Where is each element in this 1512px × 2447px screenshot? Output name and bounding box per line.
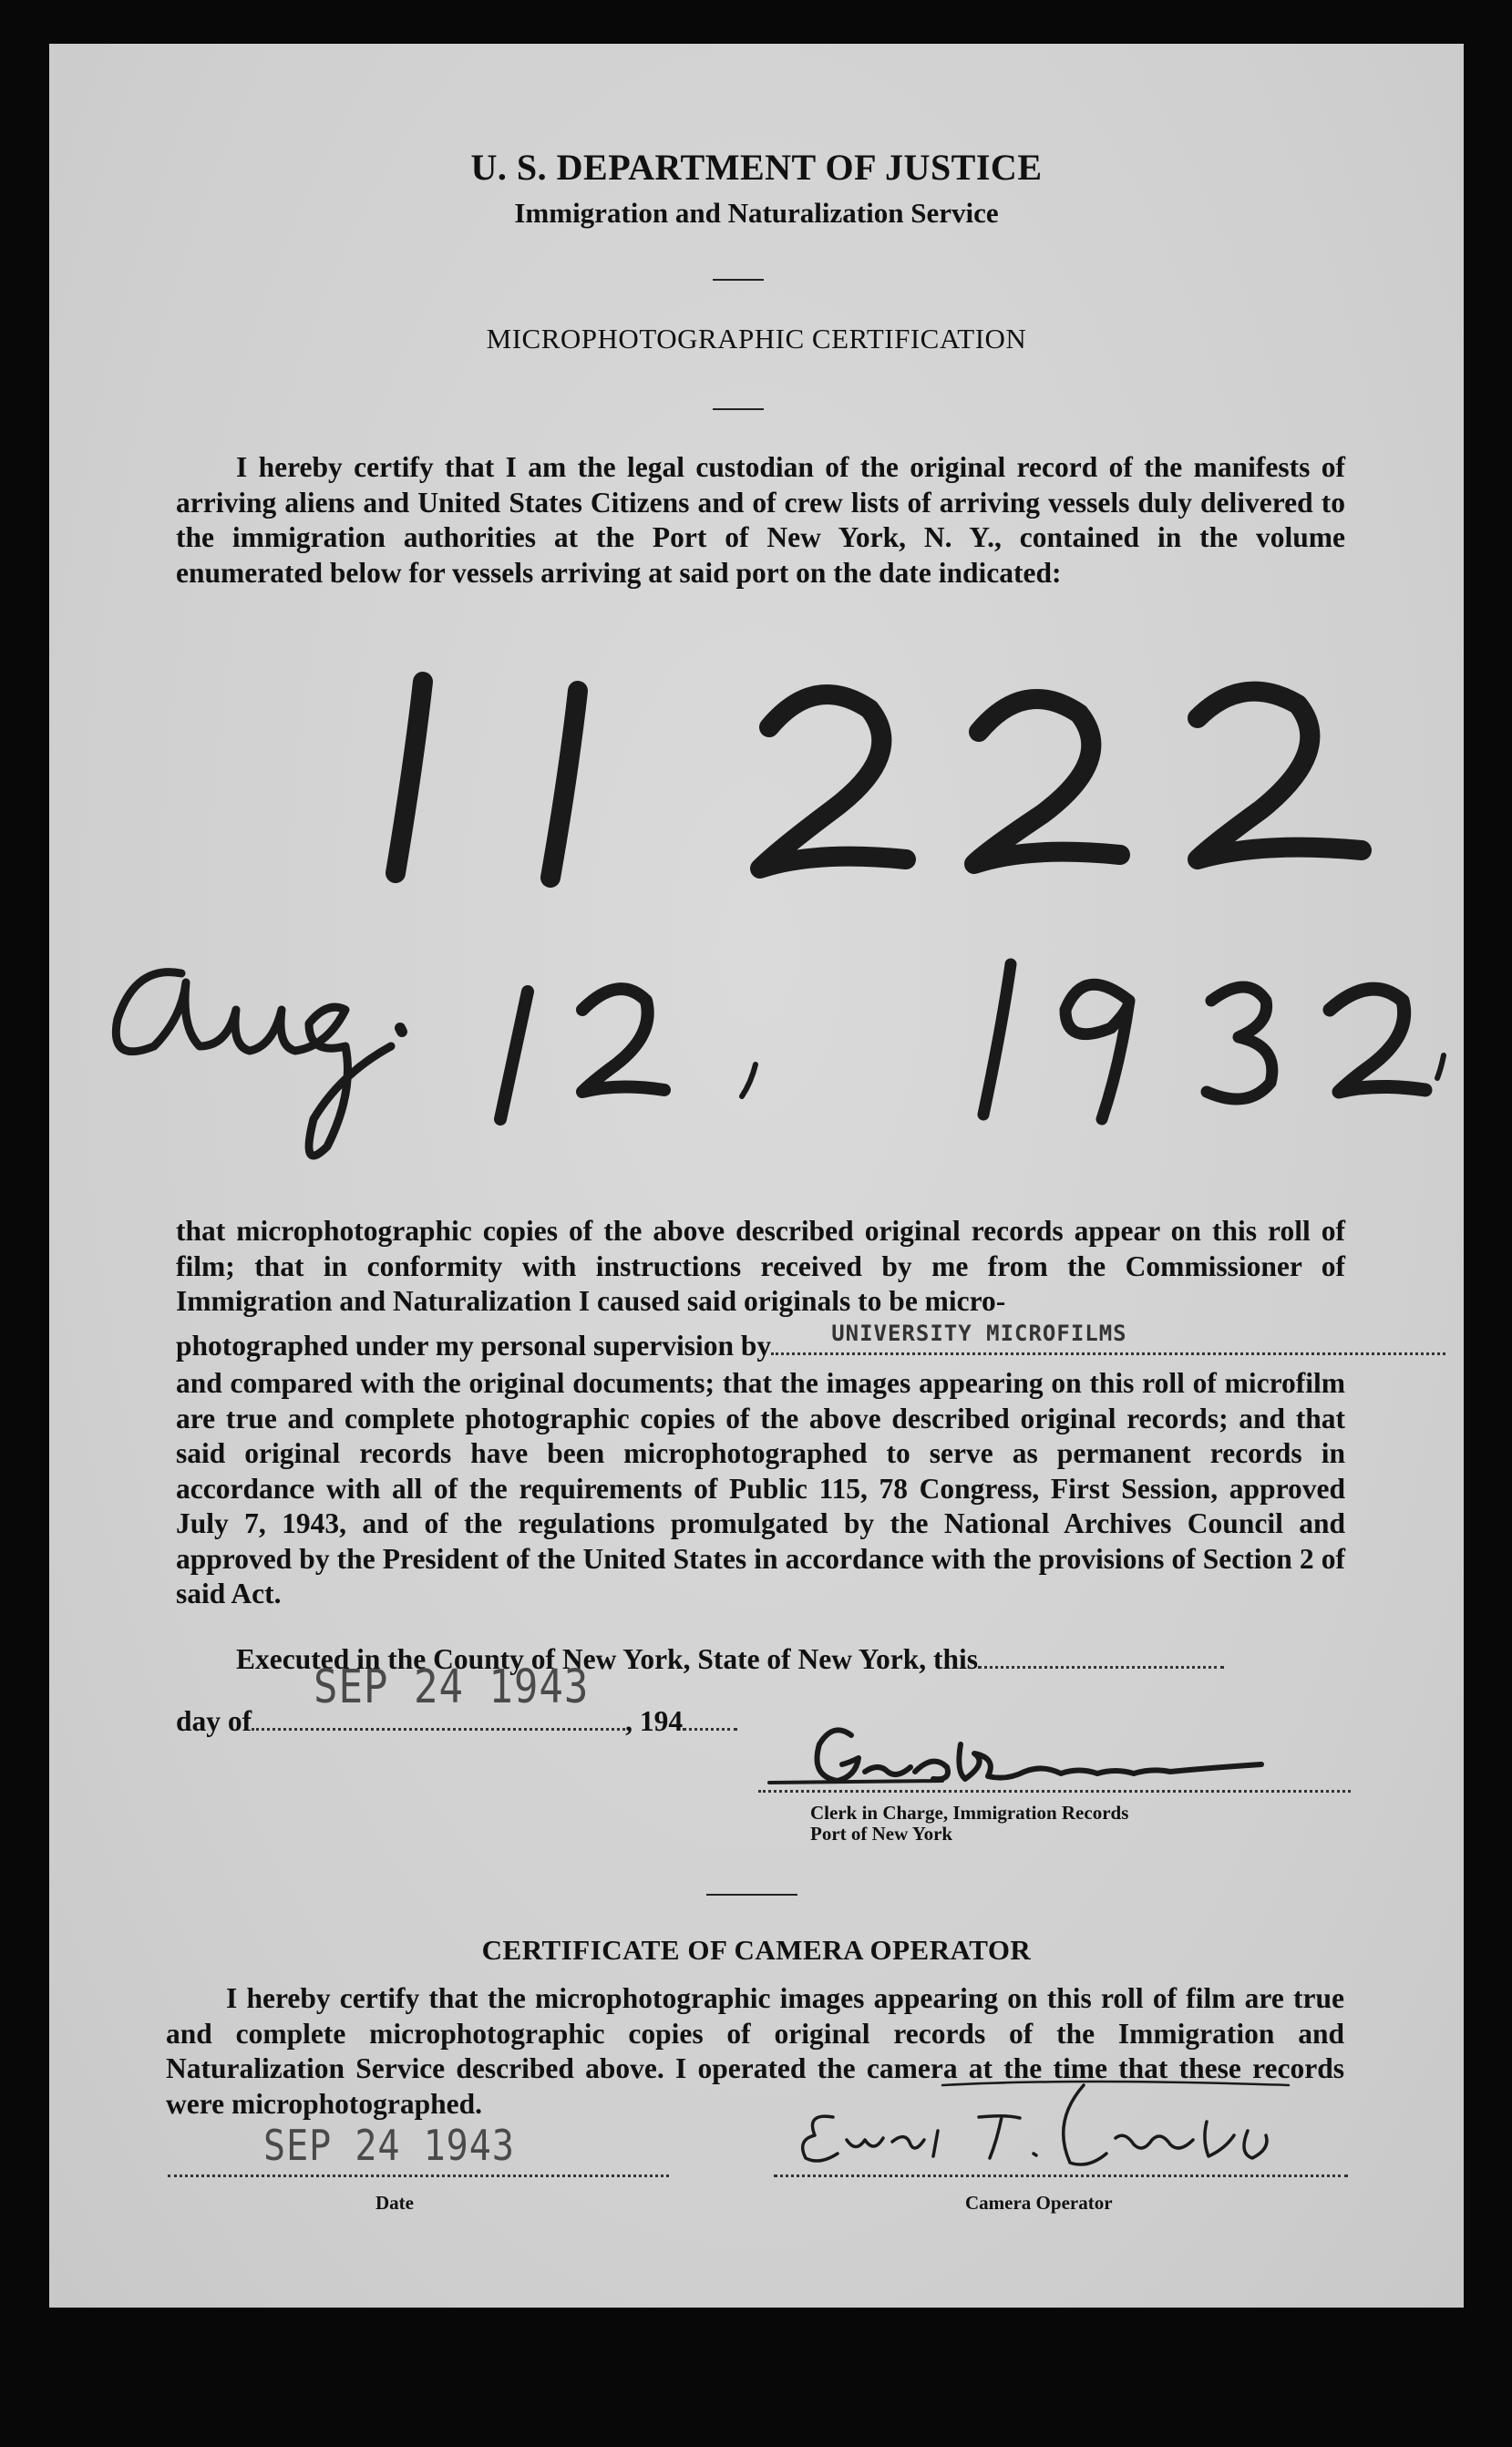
camera-operator-line [774,2175,1348,2177]
camera-date-label: Date [375,2192,414,2214]
executed-day-field [978,1642,1224,1669]
company-field [771,1320,1445,1355]
clerk-signature [751,1708,1353,1790]
year-prefix: , 194 [625,1705,684,1737]
camera-certificate-title: CERTIFICATE OF CAMERA OPERATOR [481,1934,1032,1966]
photographed-by-label: photographed under my personal supervision by [176,1330,772,1362]
header-divider-1 [713,279,764,281]
clerk-signature-line [758,1790,1351,1793]
certificate-page [49,44,1464,2308]
clerk-title-line2: Port of New York [810,1823,953,1845]
company-name: UNIVERSITY MICROFILMS [831,1320,1127,1346]
header-divider-2 [713,408,764,410]
certification-body-part2: and compared with the original documents; that the images appearing on this roll of microfilm are true and complete photographic copies of the above described original records; and that said original records have been microphotographed to serve as permanent records in accordance with all of the requirements of Public 115, 78 Congress, First Session, approved July 7, 1943, and of the regulations promulgated by the National Archives Council and approved by the President of the United States in accordance with the provisions of Section 2 of said Act. [176,1367,1345,1609]
certification-title: MICROPHOTOGRAPHIC CERTIFICATION [486,323,1027,355]
camera-operator-label: Camera Operator [965,2192,1113,2214]
executed-text: Executed in the County of New York, State of New York, this [236,1643,979,1675]
handwritten-volume-number [323,654,1416,891]
section-divider [706,1894,797,1896]
certification-intro: I hereby certify that I am the legal custodian of the original record of the manifests of arriving aliens and United States Citizens and of crew lists of arriving vessels duly delivered to the immigration authorities at the Port of New York, N. Y., contained in the volume enumerated below for vessels arriving at said port on the date indicated: [176,451,1345,589]
year-suffix-field [683,1704,737,1731]
day-of-label: day of [176,1705,252,1737]
camera-date-stamp: SEP 24 1943 [263,2122,515,2171]
department-heading: U. S. DEPARTMENT OF JUSTICE [470,147,1043,188]
date-stamp: SEP 24 1943 [314,1660,590,1714]
photographed-by-line [176,1320,1345,1364]
operator-signature [778,2067,1416,2176]
camera-date-line [168,2175,669,2177]
service-subheading: Immigration and Naturalization Service [514,197,999,229]
clerk-title-line1: Clerk in Charge, Immigration Records [810,1802,1129,1824]
certification-body-part1: that microphotographic copies of the above described original records appear on this roll of film; that in conformity with instructions received by me from the Commissioner of Immigration and Naturalization I caused said originals to be micro- [176,1215,1345,1317]
handwritten-arrival-date [99,910,1448,1174]
camera-certificate-text: I hereby certify that the microphotographic images appearing on this roll of film are true and complete microphotographic copies of original records of the Immigration and Naturalization Service described above. I operated the camera at the time that these records were microphotographed. [166,1982,1344,2120]
